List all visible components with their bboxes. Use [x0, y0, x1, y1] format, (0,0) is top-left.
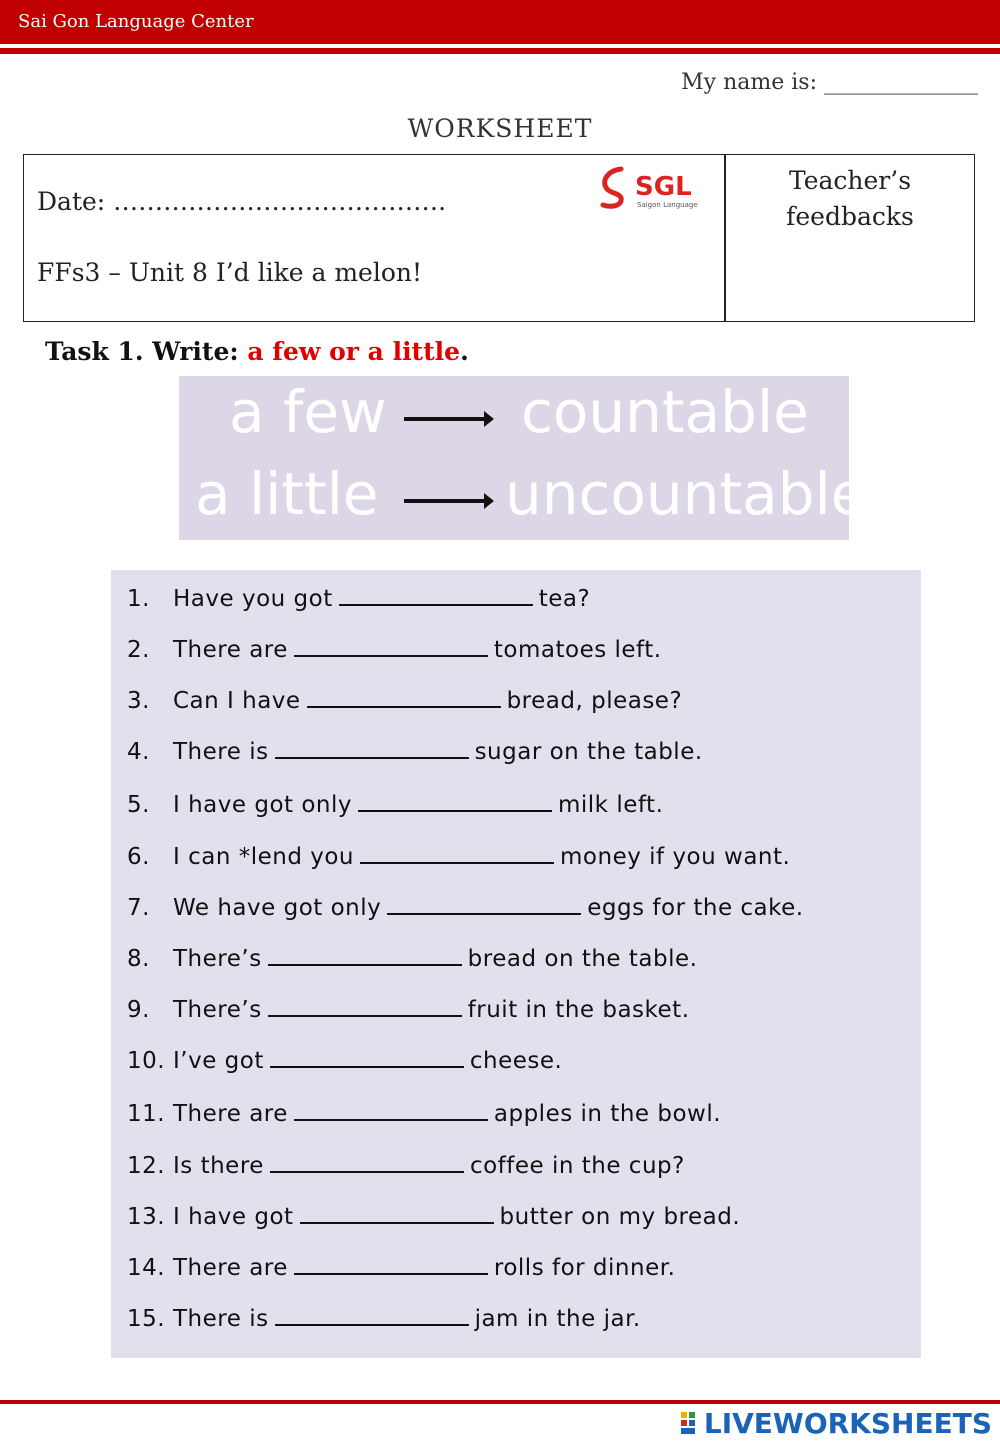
- feedback-line-1: Teacher’s: [788, 166, 912, 195]
- answer-blank[interactable]: [268, 942, 462, 966]
- question-before: There is: [173, 739, 269, 765]
- answer-blank[interactable]: [358, 788, 552, 812]
- question-before: I can *lend you: [173, 844, 355, 870]
- question-after: rolls for dinner.: [493, 1255, 676, 1281]
- question-before: There’s: [173, 997, 262, 1023]
- question-number: 5.: [127, 792, 150, 818]
- exercise-box: [111, 570, 921, 1358]
- student-name-field[interactable]: My name is: ______________: [681, 70, 978, 95]
- liveworksheets-icon: [680, 1410, 702, 1436]
- question-before: Is there: [173, 1153, 264, 1179]
- feedback-line-2: feedbacks: [786, 202, 914, 231]
- question-before: We have got only: [173, 895, 382, 921]
- question-after: money if you want.: [560, 844, 791, 870]
- question-before: There is: [173, 1306, 269, 1332]
- question-number: 13.: [127, 1204, 166, 1230]
- question-item: [127, 1044, 562, 1084]
- question-item: [127, 993, 690, 1033]
- question-after: coffee in the cup?: [469, 1153, 685, 1179]
- question-number: 3.: [127, 688, 150, 714]
- question-before: There are: [173, 637, 288, 663]
- question-item: [127, 1149, 685, 1189]
- question-item: [127, 942, 697, 982]
- rule-right: uncountable: [505, 460, 867, 528]
- arrow-right-icon: [404, 499, 492, 503]
- rule-box: [179, 376, 867, 540]
- question-item: [127, 582, 590, 622]
- answer-blank[interactable]: [270, 1044, 464, 1068]
- question-after: sugar on the table.: [474, 739, 703, 765]
- answer-blank[interactable]: [268, 993, 462, 1017]
- question-number: 4.: [127, 739, 150, 765]
- answer-blank[interactable]: [275, 735, 469, 759]
- sgl-logo: [599, 163, 709, 211]
- question-after: cheese.: [469, 1048, 563, 1074]
- question-item: [127, 1251, 675, 1291]
- answer-blank[interactable]: [300, 1200, 494, 1224]
- question-before: Can I have: [173, 688, 301, 714]
- center-name-banner: [0, 0, 1000, 44]
- question-after: bread on the table.: [467, 946, 698, 972]
- question-item: [127, 735, 703, 775]
- liveworksheets-logo: [680, 1406, 992, 1440]
- rule-row: [179, 460, 867, 540]
- answer-blank[interactable]: [339, 582, 533, 606]
- question-item: [127, 1097, 721, 1137]
- answer-blank[interactable]: [270, 1149, 464, 1173]
- task-suffix: .: [460, 337, 469, 366]
- question-before: There are: [173, 1101, 288, 1127]
- question-before: Have you got: [173, 586, 333, 612]
- question-item: [127, 840, 790, 880]
- answer-blank[interactable]: [294, 633, 488, 657]
- answer-blank[interactable]: [307, 684, 501, 708]
- question-after: tomatoes left.: [493, 637, 662, 663]
- question-number: 1.: [127, 586, 150, 612]
- task-prefix: Task 1. Write:: [45, 337, 248, 366]
- logo-text: SGL: [635, 172, 692, 202]
- unit-title: FFs3 – Unit 8 I’d like a melon!: [37, 258, 423, 287]
- question-item: [127, 788, 663, 828]
- teacher-feedback-label: [726, 163, 974, 235]
- question-after: apples in the bowl.: [493, 1101, 722, 1127]
- question-before: I’ve got: [173, 1048, 264, 1074]
- answer-blank[interactable]: [360, 840, 554, 864]
- header-divider-line: [0, 48, 1000, 54]
- answer-blank[interactable]: [294, 1097, 488, 1121]
- arrow-right-icon: [404, 417, 492, 421]
- question-item: [127, 1302, 641, 1342]
- question-after: bread, please?: [506, 688, 683, 714]
- question-number: 10.: [127, 1048, 166, 1074]
- question-number: 8.: [127, 946, 150, 972]
- answer-blank[interactable]: [294, 1251, 488, 1275]
- question-number: 12.: [127, 1153, 166, 1179]
- task-title: [45, 337, 469, 366]
- question-after: milk left.: [558, 792, 664, 818]
- question-number: 2.: [127, 637, 150, 663]
- question-item: [127, 891, 804, 931]
- liveworksheets-brand: LIVEWORKSHEETS: [703, 1406, 992, 1440]
- question-after: fruit in the basket.: [467, 997, 690, 1023]
- footer-line: [0, 1400, 1000, 1404]
- question-after: jam in the jar.: [474, 1306, 641, 1332]
- question-before: There’s: [173, 946, 262, 972]
- task-highlight: a few or a little: [247, 337, 461, 366]
- question-number: 14.: [127, 1255, 166, 1281]
- question-after: tea?: [538, 586, 591, 612]
- answer-blank[interactable]: [387, 891, 581, 915]
- question-number: 6.: [127, 844, 150, 870]
- rule-right: countable: [521, 378, 809, 446]
- question-before: I have got: [173, 1204, 294, 1230]
- date-line: Date: ………………………………….: [37, 187, 447, 216]
- answer-blank[interactable]: [275, 1302, 469, 1326]
- question-after: eggs for the cake.: [587, 895, 804, 921]
- question-number: 9.: [127, 997, 150, 1023]
- question-number: 11.: [127, 1101, 166, 1127]
- rule-left: a little: [195, 460, 379, 528]
- question-number: 15.: [127, 1306, 166, 1332]
- info-box: [23, 154, 975, 322]
- rule-row: [179, 378, 849, 458]
- question-after: butter on my bread.: [499, 1204, 741, 1230]
- center-name: Sai Gon Language Center: [18, 11, 254, 32]
- question-before: I have got only: [173, 792, 352, 818]
- rule-left: a few: [229, 378, 387, 446]
- question-item: [127, 684, 682, 724]
- question-number: 7.: [127, 895, 150, 921]
- question-before: There are: [173, 1255, 288, 1281]
- logo-subtext: Saigon Language: [637, 201, 698, 209]
- worksheet-title: WORKSHEET: [407, 114, 593, 143]
- question-item: [127, 633, 662, 673]
- question-item: [127, 1200, 740, 1240]
